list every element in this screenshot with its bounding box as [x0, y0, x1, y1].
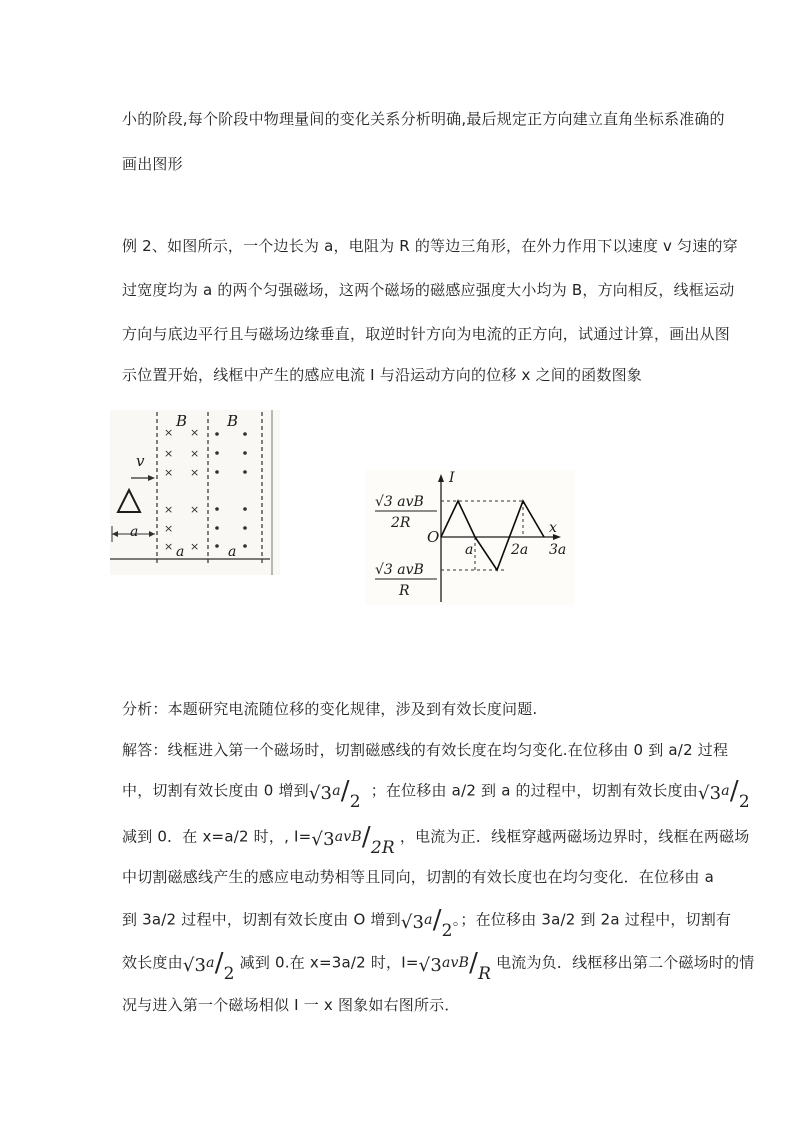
example-line: 例 2、如图所示，一个边长为 a，电阻为 R 的等边三角形，在外力作用下以速度 v 匀速的穿 — [122, 237, 738, 255]
svg-text:×: × — [190, 503, 200, 516]
answer-line: 中切割磁感线产生的感应电动势相等且同向，切割的有效长度也在均匀变化．在位移由 a — [122, 868, 714, 886]
answer-line — [122, 948, 755, 984]
tick-label-2a: 2a — [511, 542, 529, 558]
answer-text: 电流为负．线框移出第二个磁场时的情 — [496, 953, 755, 972]
width-label-a1: a — [176, 544, 185, 560]
answer-line — [122, 776, 750, 812]
answer-text: 减到 0．在 x=a/2 时，, I= — [122, 827, 312, 846]
svg-text:×: × — [190, 426, 200, 439]
top-value-numerator: √3 avB — [375, 494, 424, 510]
answer-text: 减到 0.在 x=3a/2 时，I= — [239, 953, 419, 972]
answer-line — [122, 905, 732, 941]
svg-text:×: × — [190, 447, 200, 460]
svg-text:×: × — [164, 447, 174, 460]
example-line: 过宽度均为 a 的两个匀强磁场，这两个磁场的磁感应强度大小均为 B，方向相反，线框运动 — [122, 281, 735, 299]
example-line: 方向与底边平行且与磁场边缘垂直，取逆时针方向为电流的正方向，试通过计算，画出从图 — [122, 325, 731, 343]
answer-line: 况与进入第一个磁场相似 I 一 x 图象如右图所示． — [122, 996, 460, 1014]
svg-text:×: × — [190, 466, 200, 479]
svg-text:×: × — [164, 466, 174, 479]
text-line: 小的阶段,每个阶段中物理量间的变化关系分析明确,最后规定正方向建立直角坐标系准确的 — [122, 110, 725, 128]
answer-line: 解答：线框进入第一个磁场时，切割磁感线的有效长度在均匀变化.在位移由 0 到 a/2 过程 — [122, 741, 729, 759]
bottom-value-numerator: √3 avB — [375, 562, 424, 578]
origin-label: O — [427, 528, 440, 546]
bottom-value-denominator: R — [399, 583, 410, 599]
axis-label-x: x — [549, 520, 557, 536]
svg-text:×: × — [164, 522, 174, 535]
answer-text: 效长度由 — [122, 953, 183, 972]
svg-text:×: × — [190, 540, 200, 553]
width-label-left: a — [130, 524, 139, 540]
fraction-sqrt3a-over-2: √3a/2 — [308, 776, 361, 812]
field-label-b1: B — [176, 412, 188, 430]
answer-text: 到 3a/2 过程中，切割有效长度由 O 增到 — [122, 910, 401, 929]
tick-label-a: a — [465, 542, 474, 558]
answer-line — [122, 822, 750, 858]
answer-text: 。；在位移由 3a/2 到 2a 过程中，切割有 — [452, 910, 732, 929]
fraction-sqrt3a-over-2: √3a/2 — [400, 905, 453, 941]
text-line: 画出图形 — [122, 155, 183, 173]
analysis-line: 分析：本题研究电流随位移的变化规律，涉及到有效长度问题. — [122, 700, 538, 718]
top-value-denominator: 2R — [391, 515, 411, 531]
current-displacement-graph — [365, 470, 575, 605]
fraction-sqrt3a-over-2: √3a/2 — [182, 948, 235, 984]
tick-label-3a: 3a — [549, 542, 567, 558]
example-line: 示位置开始，线框中产生的感应电流 I 与沿运动方向的位移 x 之间的函数图象 — [122, 366, 642, 384]
answer-text: 中，切割有效长度由 0 增到 — [122, 781, 309, 800]
answer-text: ，电流为正．线框穿越两磁场边界时，线框在两磁场 — [399, 827, 750, 846]
magnetic-field-figure — [110, 410, 280, 575]
axis-label-i: I — [449, 470, 455, 486]
svg-text:×: × — [164, 540, 174, 553]
svg-text:×: × — [164, 426, 174, 439]
fraction-sqrt3avb-over-r: √3avB/R — [418, 948, 492, 984]
fraction-sqrt3a-over-2: √3a/2 — [697, 776, 750, 812]
fraction-sqrt3avb-over-2r: √3avB/2R — [311, 822, 395, 858]
answer-text: ；在位移由 a/2 到 a 的过程中，切割有效长度由 — [370, 781, 698, 800]
field-label-b2: B — [227, 412, 239, 430]
svg-text:×: × — [164, 503, 174, 516]
velocity-label: v — [136, 452, 145, 470]
width-label-a2: a — [228, 544, 237, 560]
